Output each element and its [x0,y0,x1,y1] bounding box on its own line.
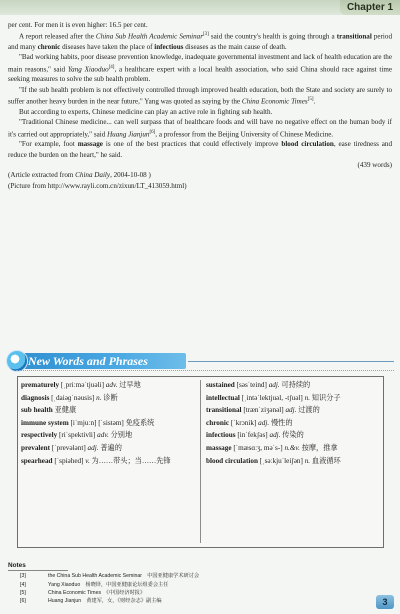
vocab-phonetic: [iˈmjuːn] [ˈsistəm] [68,418,124,427]
vocab-gloss: 知识分子 [310,393,341,402]
vocab-phonetic: [ˌsəːkjuˈleiʃən] [257,456,305,465]
vocab-phonetic: [ˌintəˈlektjuəl, -tʃuəl] [239,393,305,402]
vocab-word: prevalent [21,443,51,452]
vocab-entry [21,442,196,455]
vocab-part-of-speech: adj. [87,443,99,452]
text-run: [4] [108,64,115,70]
note-number: [4] [20,581,26,588]
text-run: , a professor from the Beijing University of Chinese Medicine. [155,129,334,138]
vocab-gloss: 免疫系统 [123,418,155,427]
vocab-part-of-speech: n. [304,393,310,402]
vocab-gloss: 为……带头；当……先锋 [89,456,171,465]
banner-rule [188,361,394,362]
notes-section [8,562,392,605]
text-run: , a healthcare expert with a local health association, who said China should race against time seeking measures to solve the sub health problem. [8,65,393,84]
note-item [8,597,392,605]
vocab-part-of-speech: adj. [268,381,280,389]
vocab-part-of-speech: v. [85,456,90,465]
vocab-entry [206,379,378,392]
vocab-entry [21,392,196,405]
text-run: A report released after the [19,32,96,41]
vocab-gloss: 传染的 [280,431,304,440]
vocab-part-of-speech: adv. [97,431,109,440]
vocab-entry [206,417,378,430]
article-paragraph [8,139,392,160]
vocab-part-of-speech: n. [304,456,311,465]
vocab-phonetic: [ˈspiəhed] [52,456,86,465]
text-run: (Article extracted from [8,171,76,180]
note-item [8,581,392,589]
text-run: Huang Jianjun [107,129,150,138]
text-run: , 2004-10-08 ) [110,171,151,180]
text-run: chronic [37,43,61,52]
vocab-gloss: 慢性的 [269,418,293,427]
vocab-word: massage [206,443,232,452]
text-run: massage [77,140,103,149]
vocab-entry [206,404,378,417]
vocab-word: chronic [206,418,230,427]
vocab-word: respectively [21,431,58,440]
vocabulary-box [17,376,384,548]
vocab-word: intellectual [206,393,240,402]
text-run: , ease tiredness and reduce the burden on the heart," he said. [8,140,392,159]
vocab-phonetic: [ˈprevələnt] [50,443,88,452]
vocab-phonetic: [trænˈziʒənəl] [241,406,286,415]
vocabulary-divider [200,380,201,543]
vocab-gloss: 诊断 [101,393,118,402]
note-text: the China Sub Health Academic Seminar 中国亚健康学术研讨会 [48,573,200,580]
article-source [8,170,392,180]
note-item [8,572,392,580]
section-title: New Words and Phrases [28,354,148,368]
note-item [8,589,392,597]
text-run: "Traditional Chinese medicine... can well surpass that of healthcare foods and will have no negative effect on the human body if it's carried out appropriately," said [8,118,392,138]
article-paragraph: But according to experts, Chinese medicine can play an active role in fighting sub health. [19,107,273,116]
picture-source: (Picture from http://www.rayli.com.cn/zixun/LT_413059.html) [8,181,187,190]
vocab-gloss: 血液循环 [310,456,341,465]
section-banner [6,350,394,372]
vocab-phonetic: [riˈspektivli] [57,431,98,440]
vocabulary-column-left [21,379,196,467]
text-run: diseases as the main cause of death. [183,43,287,52]
text-run: "For example, foot [19,140,78,149]
vocab-entry [21,379,196,392]
page-number: 3 [376,595,394,609]
text-run: . [313,97,316,106]
text-run: [3] [202,32,209,38]
article-paragraph: per cent. For men it is even higher: 16.5 per cent. [8,21,148,29]
text-run: blood circulation [281,140,334,149]
text-run: Yang Xiaoduo [67,65,109,74]
vocab-word: spearhead [21,456,53,465]
vocab-phonetic: [ˈmæsɑːʒ, məˈs-] [231,443,285,452]
vocab-phonetic: [ˈkrɔnik] [229,418,259,427]
vocab-part-of-speech: n.&v. [284,443,300,452]
text-run: infectious [154,43,184,52]
text-run: is one of the best practices that could effectively improve [102,140,282,149]
note-text: Yang Xiaoduo 杨晓铎，中国亚健康论坛组委会主任 [48,581,169,588]
vocab-phonetic: [ˌdaiəɡˈnəusis] [49,393,97,402]
article-paragraph [8,30,392,52]
vocab-gloss: 可持续的 [279,381,311,389]
banner-dotted-rule [16,370,394,372]
vocab-entry [21,455,196,468]
vocab-entry [206,442,378,455]
vocab-entry [206,429,378,442]
text-run: "If the sub health problem is not effectively controlled through improved health education, both the State and society are surely to suffer another heavy burden in the near future," Yang was quoted as saying by the [8,85,392,106]
vocab-gloss: 亚健康 [52,406,77,415]
text-run: said the country's health is going through a [208,32,337,41]
vocab-word: blood circulation [206,456,258,465]
text-run: China Daily [75,171,111,180]
note-text: Huang Jianjun 黄建军，女，《财经杂志》副主编 [48,598,162,605]
vocab-entry [206,392,378,405]
word-count: (439 words) [357,160,392,169]
vocab-word: sustained [206,381,235,389]
text-run: diseases have taken the place of [60,43,155,52]
vocab-phonetic: [inˈfekʃəs] [235,431,270,440]
article-paragraph [8,117,392,139]
vocab-word: sub health [21,406,53,415]
article-body [8,20,392,191]
note-number: [3] [20,573,26,580]
vocab-word: immune system [21,418,69,427]
vocab-word: diagnosis [21,393,50,402]
vocabulary-column-right [206,379,378,467]
vocab-gloss: 分别地 [108,431,133,440]
text-run: [5] [307,97,314,103]
text-run: transitional [336,32,372,41]
vocab-entry [206,455,378,468]
vocab-part-of-speech: adj. [269,431,281,440]
vocab-gloss: 过渡的 [296,406,320,415]
vocab-gloss: 按摩，推拿 [299,443,338,452]
text-run: China Economic Times [241,97,308,106]
text-run: "Bad working habits, poor disease prevention knowledge, inadequate governmental investment and lack of health education are the main reasons," said [8,53,392,74]
article-paragraph [8,85,392,107]
note-text: China Economic Times 《中国经济时报》 [48,589,146,596]
chapter-label: Chapter 1 [340,0,400,15]
vocab-entry [21,404,196,417]
note-number: [5] [20,589,26,596]
vocab-word: transitional [206,406,242,415]
text-run: period and many [8,32,392,52]
text-run: [6] [149,129,156,135]
vocab-part-of-speech: adj. [258,418,270,427]
vocab-entry [21,429,196,442]
notes-heading: Notes [8,562,68,571]
article-paragraph [8,52,392,84]
vocab-word: infectious [206,431,236,440]
vocab-gloss: 过早地 [117,381,141,389]
globe-icon [6,350,28,372]
vocab-entry [21,417,196,430]
vocab-phonetic: [səsˈteind] [234,381,269,389]
note-number: [6] [20,598,26,605]
vocab-word: prematurely [21,381,60,389]
text-run: China Sub Health Academic Seminar [95,32,203,41]
vocab-phonetic: [ˌpriːməˈtjuəli] [59,381,106,389]
vocab-part-of-speech: adv. [105,381,118,389]
vocab-part-of-speech: n. [96,393,102,402]
vocab-gloss: 普遍的 [98,443,122,452]
notes-list [8,572,392,605]
vocab-part-of-speech: adj. [285,406,297,415]
